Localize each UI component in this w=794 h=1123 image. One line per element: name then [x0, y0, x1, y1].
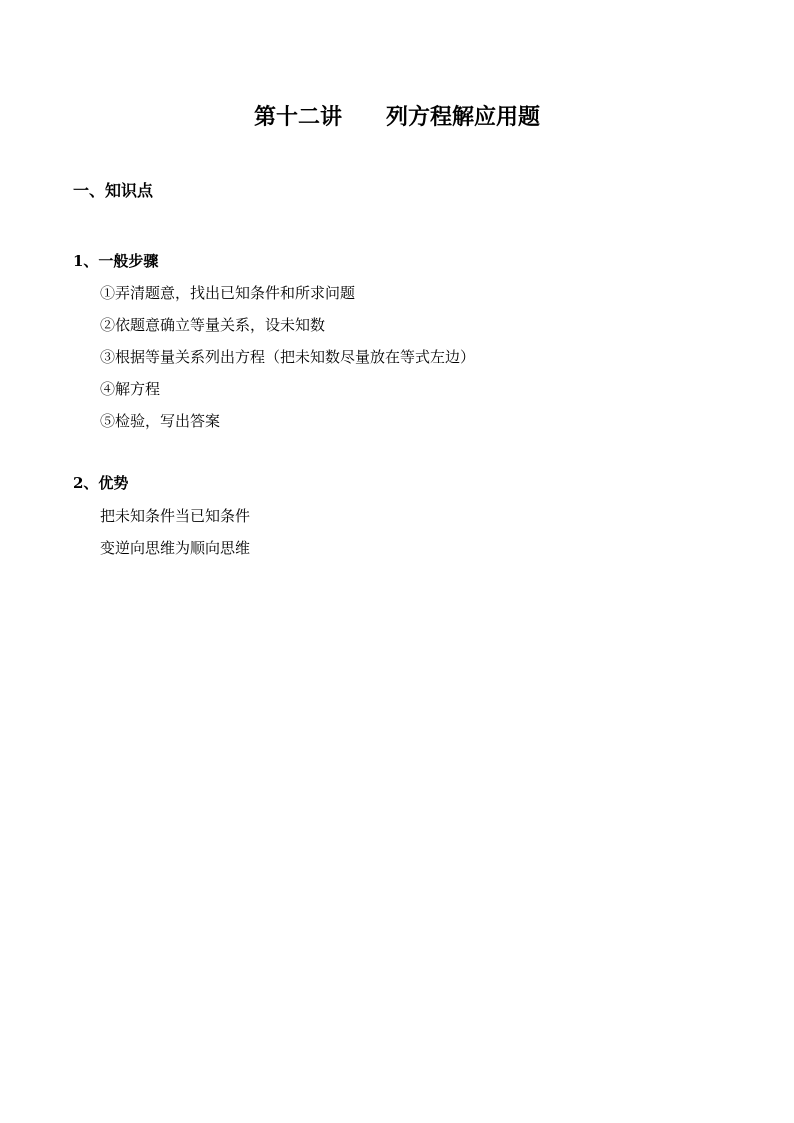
- document-title: [0, 100, 794, 131]
- step-item-1: ①弄清题意，找出已知条件和所求问题: [100, 284, 356, 302]
- title-topic: 列方程解应用题: [386, 104, 541, 130]
- step-item-3: ③根据等量关系列出方程（把未知数尽量放在等式左边）: [100, 348, 476, 366]
- title-lecture-number: 第十二讲: [253, 104, 342, 130]
- subsection-heading-general-steps: 1、一般步骤: [73, 252, 159, 270]
- advantage-item-1: 把未知条件当已知条件: [100, 507, 251, 525]
- step-item-4: ④解方程: [100, 380, 161, 398]
- step-item-5: ⑤检验，写出答案: [100, 412, 221, 430]
- step-item-2: ②依题意确立等量关系，设未知数: [100, 316, 326, 334]
- advantage-item-2: 变逆向思维为顺向思维: [100, 539, 251, 557]
- section-heading-knowledge-points: 一、知识点: [73, 181, 154, 200]
- subsection-heading-advantages: 2、优势: [73, 474, 129, 492]
